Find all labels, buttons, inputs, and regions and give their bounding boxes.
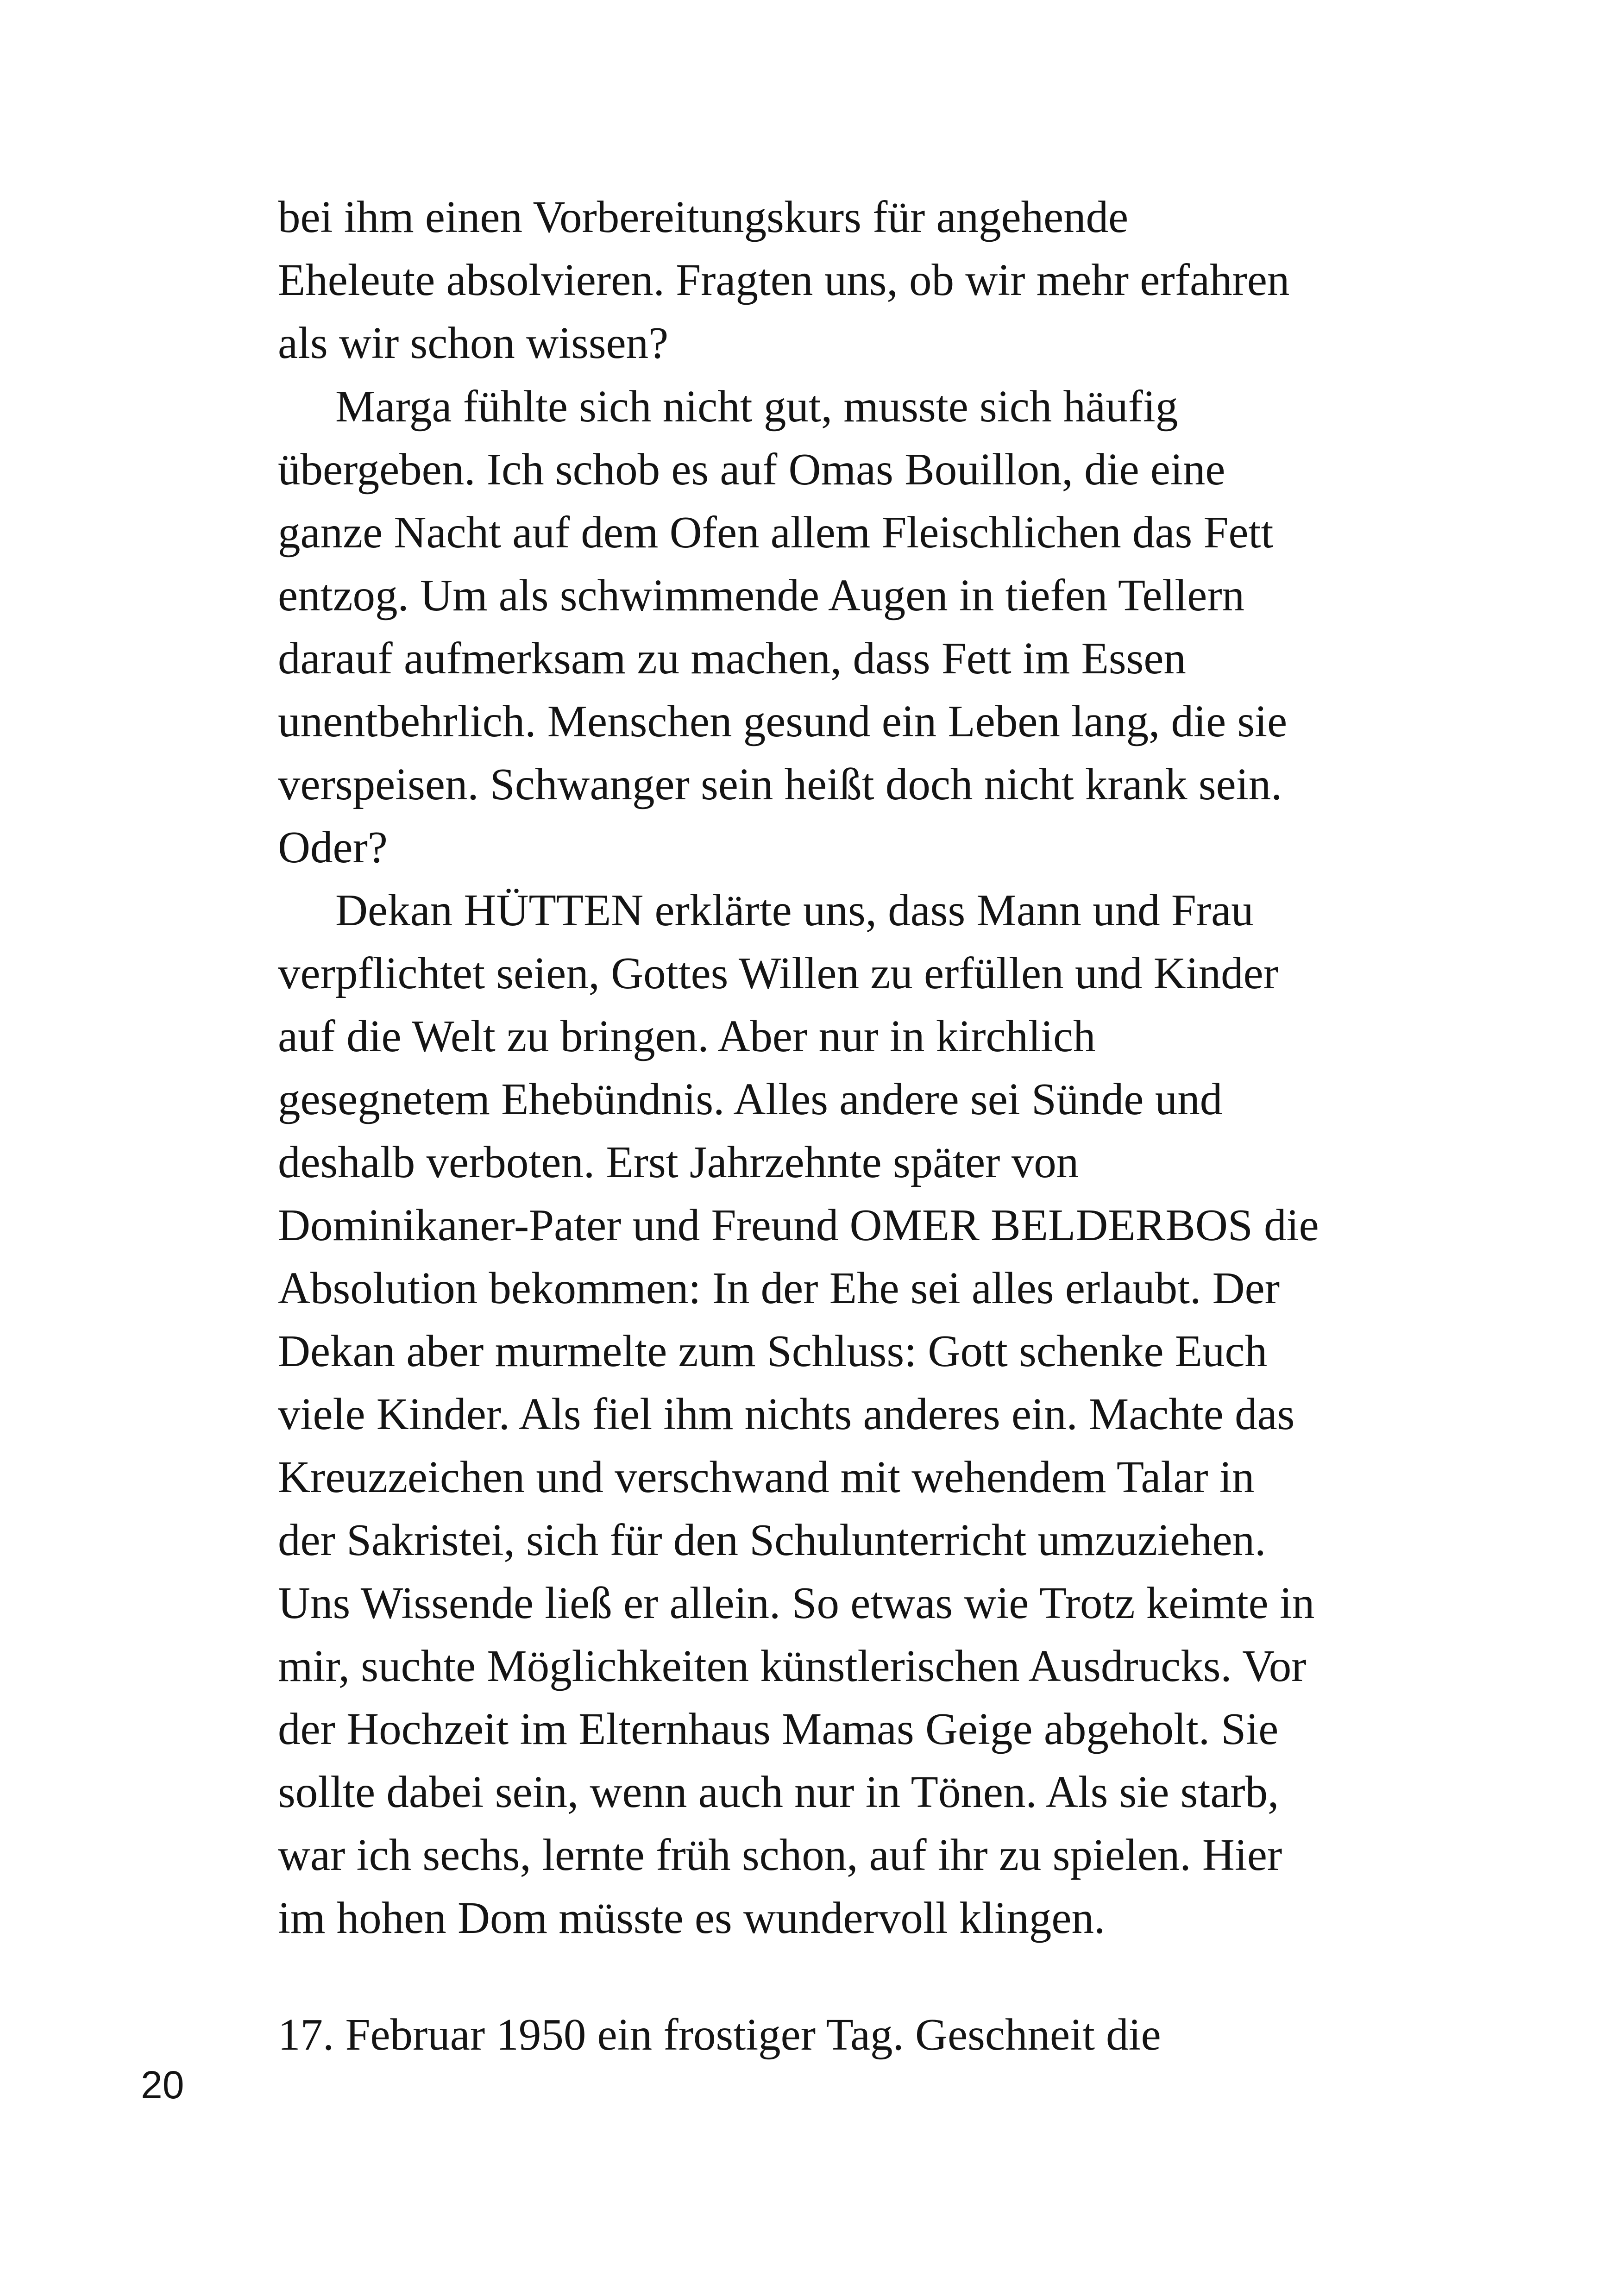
text-line: war ich sechs, lernte früh schon, auf ihr zu spielen. Hier [278,1830,1282,1880]
paragraph-first-line: Marga fühlte sich nicht gut, musste sich häufig [335,382,1178,431]
text-line: Uns Wissende ließ er allein. So etwas wie Trotz keimte in [278,1578,1315,1628]
text-line: deshalb verboten. Erst Jahrzehnte später von [278,1137,1079,1187]
text-line: auf die Welt zu bringen. Aber nur in kirchlich [278,1011,1096,1061]
text-line: der Sakristei, sich für den Schulunterricht umzuziehen. [278,1515,1266,1565]
text-line: im hohen Dom müsste es wundervoll klingen. [278,1893,1106,1943]
text-line: als wir schon wissen? [278,318,669,368]
page-number: 20 [141,2063,184,2107]
text-line: gesegnetem Ehebündnis. Alles andere sei Sünde und [278,1074,1223,1124]
text-line: sollte dabei sein, wenn auch nur in Tönen. Als sie starb, [278,1767,1279,1817]
text-line: übergeben. Ich schob es auf Omas Bouillon, die eine [278,445,1225,494]
text-line: verspeisen. Schwanger sein heißt doch nicht krank sein. [278,759,1282,809]
text-line: viele Kinder. Als fiel ihm nichts anderes ein. Machte das [278,1389,1295,1439]
text-line: darauf aufmerksam zu machen, dass Fett im Essen [278,634,1186,683]
text-line: Dominikaner-Pater und Freund OMER BELDERBOS die [278,1200,1319,1250]
text-line: ganze Nacht auf dem Ofen allem Fleischlichen das Fett [278,508,1274,557]
text-line: der Hochzeit im Elternhaus Mamas Geige abgeholt. Sie [278,1704,1279,1754]
text-line: verpflichtet seien, Gottes Willen zu erfüllen und Kinder [278,948,1278,998]
text-line: Absolution bekommen: In der Ehe sei alles erlaubt. Der [278,1263,1280,1313]
paragraph-first-line: Dekan HÜTTEN erklärte uns, dass Mann und Frau [335,885,1254,935]
text-line: bei ihm einen Vorbereitungskurs für angehende [278,192,1129,242]
text-line: unentbehrlich. Menschen gesund ein Leben lang, die sie [278,696,1288,746]
text-line: Kreuzzeichen und verschwand mit wehendem Talar in [278,1452,1255,1502]
text-line: Oder? [278,822,388,872]
text-line: mir, suchte Möglichkeiten künstlerischen Ausdrucks. Vor [278,1641,1307,1691]
section-first-line: 17. Februar 1950 ein frostiger Tag. Geschneit die [278,2010,1161,2059]
text-line: Eheleute absolvieren. Fragten uns, ob wir mehr erfahren [278,255,1290,305]
text-line: Dekan aber murmelte zum Schluss: Gott schenke Euch [278,1326,1268,1376]
text-line: entzog. Um als schwimmende Augen in tiefen Tellern [278,571,1245,620]
